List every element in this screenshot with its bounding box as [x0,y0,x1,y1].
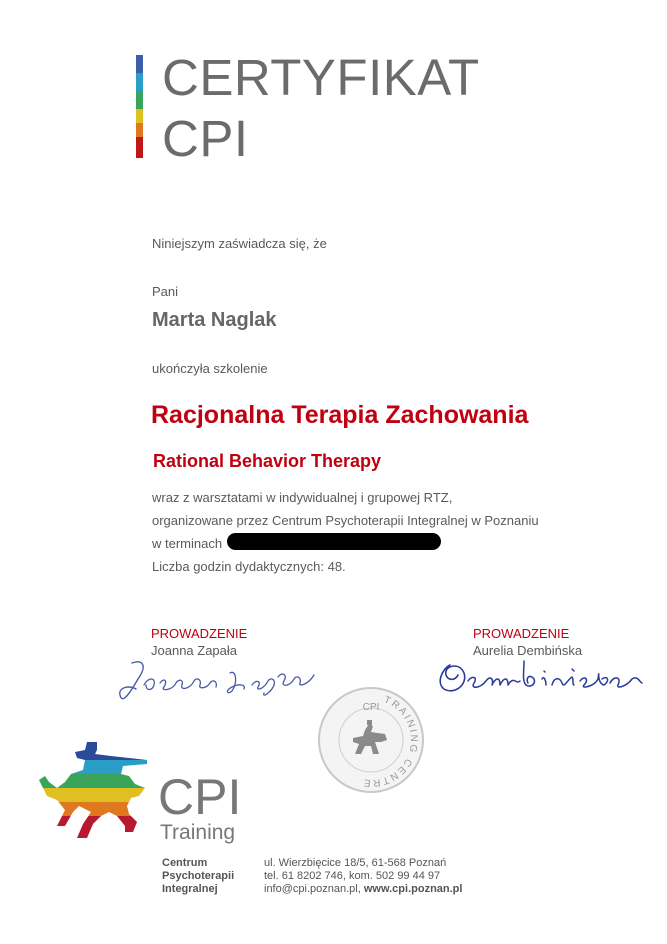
footer-contact [264,857,462,896]
logo-brand: CPI [158,769,242,825]
intro-text: Niniejszym zaświadcza się, że [152,236,327,251]
right-signature [434,655,649,700]
details-line-2: organizowane przez Centrum Psychoterapii Integralnej w Poznaniu [152,513,539,528]
footer-org-line-2: Psychoterapii [162,870,235,882]
footer-phone: tel. 61 8202 746, kom. 502 99 44 97 [264,870,441,882]
left-signature [112,655,327,710]
stamp-top-text: CPI [362,702,380,713]
course-title-pl: Racjonalna Terapia Zachowania [151,401,529,429]
left-signatory-name: Joanna Zapała [151,643,238,658]
footer-website[interactable]: www.cpi.poznan.pl [363,883,463,895]
right-signatory-role: PROWADZENIE [473,626,570,641]
logo-sub: Training [160,821,236,844]
salutation: Pani [152,284,179,299]
footer-address: ul. Wierzbięcice 18/5, 61-568 Poznań [264,857,447,869]
course-title-en: Rational Behavior Therapy [153,451,382,471]
footer-org [162,857,234,896]
didactic-hours: Liczba godzin dydaktycznych: 48. [152,559,346,574]
details-line-1: wraz z warsztatami w indywidualnej i grupowej RTZ, [152,490,453,505]
training-centre-stamp [315,684,427,796]
stamp-ring-text: TRAINING CENTRE [361,694,420,789]
footer-org-line-1: Centrum [162,857,208,869]
redacted-dates [227,533,441,550]
footer-org-line-3: Integralnej [162,883,218,895]
certificate-title-cpi: CPI [162,110,249,167]
cpi-centaur-logo-icon [35,740,160,842]
right-signatory-name: Aurelia Dembińska [473,643,583,658]
left-signatory-role: PROWADZENIE [151,626,248,641]
certificate-title: CERTYFIKAT [162,49,480,106]
recipient-name: Marta Naglak [152,309,277,331]
details-line-3: w terminach [152,536,223,551]
footer-email[interactable]: info@cpi.poznan.pl, [264,883,361,895]
completed-text: ukończyła szkolenie [152,361,268,376]
